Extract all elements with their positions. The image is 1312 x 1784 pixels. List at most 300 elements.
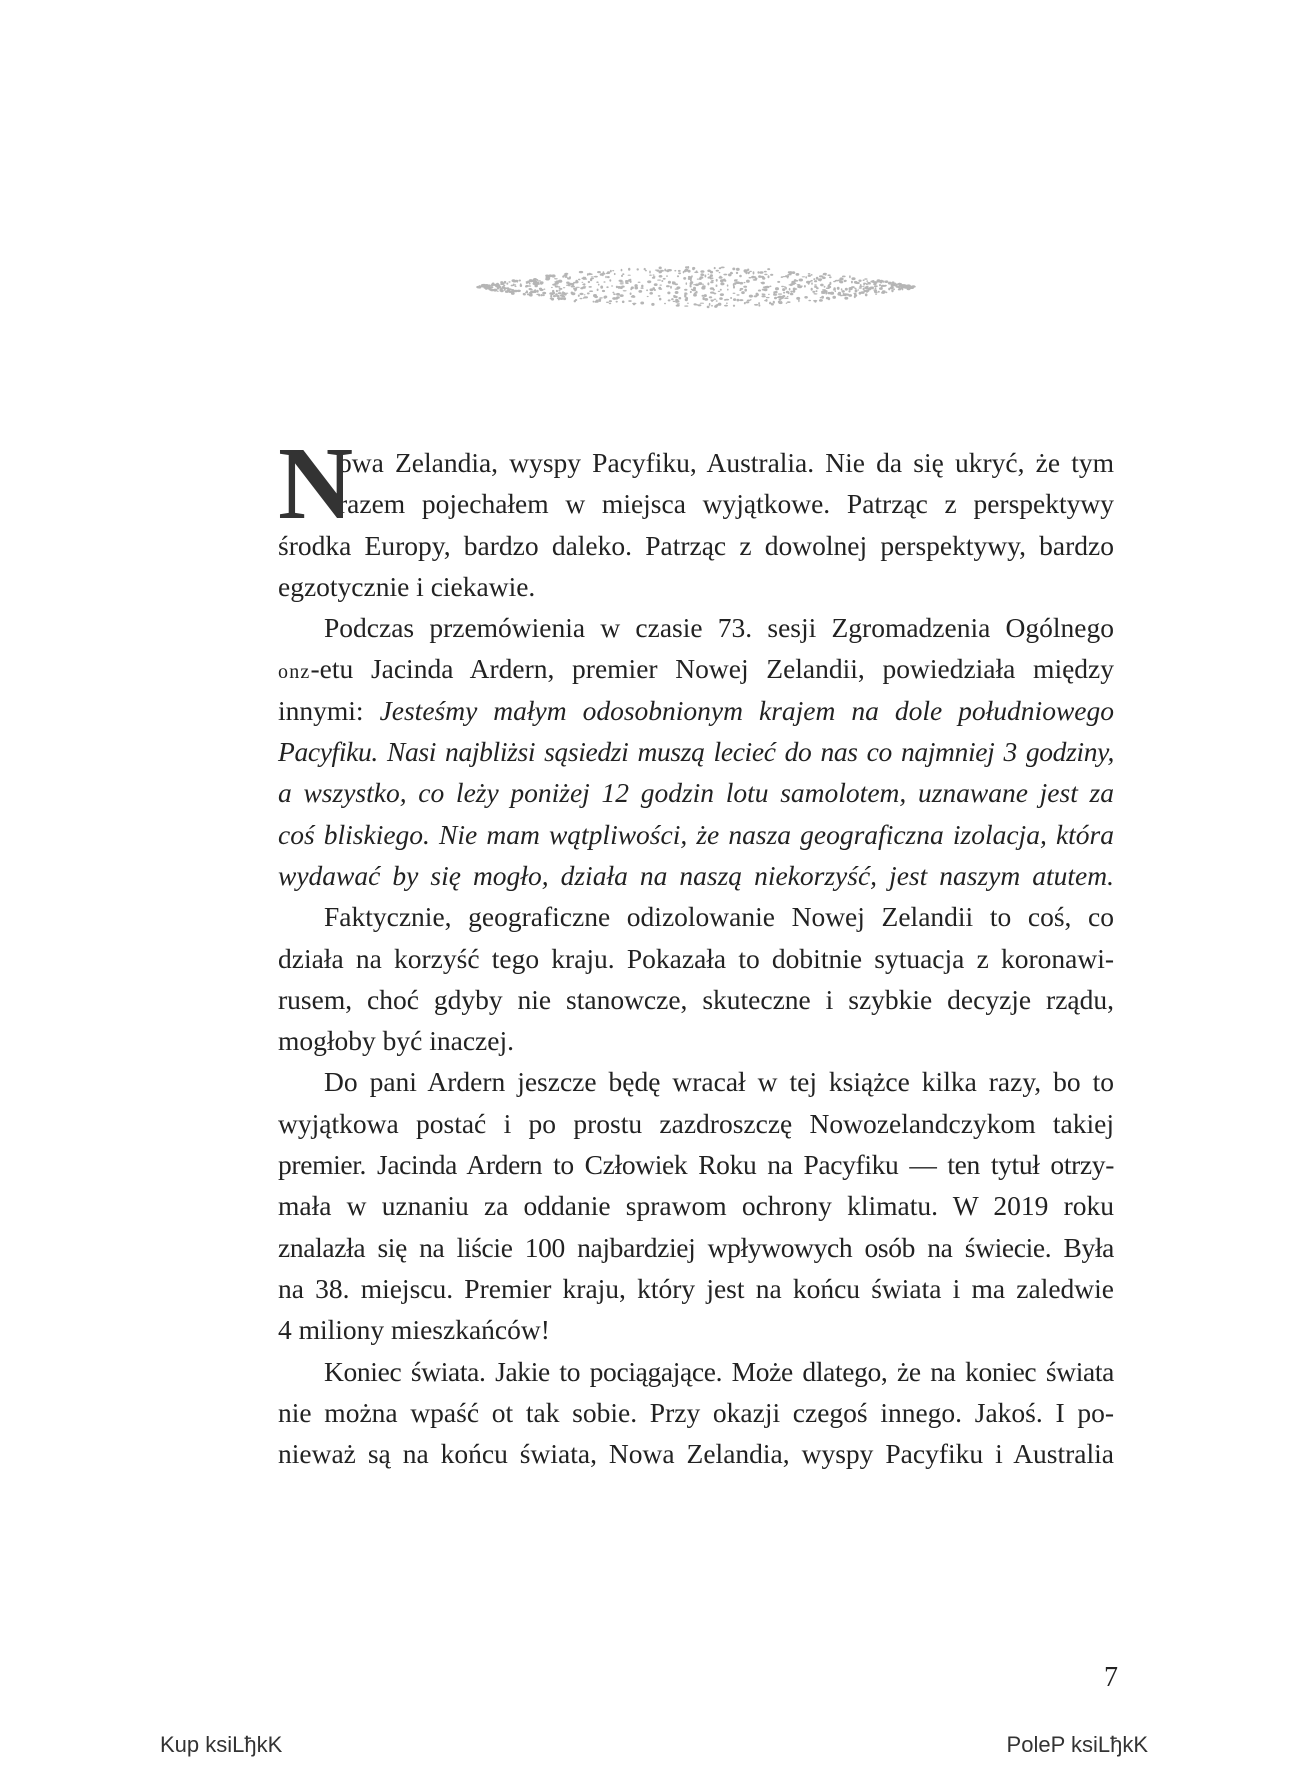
ornament-speck	[491, 283, 494, 286]
ornament-speck	[790, 293, 794, 296]
ornament-speck	[692, 289, 696, 291]
ornament-speck	[678, 272, 681, 274]
ornament-speck	[515, 280, 518, 282]
ornament-speck	[855, 289, 858, 292]
ornament-speck	[656, 270, 659, 272]
ornament-speck	[587, 292, 590, 294]
ornament-speck	[891, 289, 893, 292]
ornament-speck	[714, 299, 717, 300]
ornament-speck	[855, 295, 857, 297]
ornament-speck	[605, 276, 607, 279]
ornament-speck	[622, 273, 624, 275]
ornament-speck	[839, 281, 842, 283]
ornament-speck	[716, 270, 719, 272]
ornament-speck	[591, 276, 594, 277]
ornament-speck	[792, 271, 795, 274]
ornament-speck	[746, 280, 750, 283]
ornament-speck	[764, 274, 767, 276]
paragraph-2	[278, 607, 1114, 896]
ornament-speck	[797, 284, 801, 286]
ornament-speck	[804, 285, 806, 288]
ornament-speck	[674, 270, 676, 272]
ornament-speck	[730, 297, 732, 299]
ornament-speck	[692, 267, 695, 270]
ornament-speck	[674, 283, 678, 285]
ornament-speck	[649, 275, 652, 276]
ornament-speck	[867, 282, 871, 284]
ornament-speck	[863, 279, 865, 281]
ornament-speck	[671, 298, 674, 300]
ornament-speck	[764, 271, 767, 273]
ornament-speck	[819, 299, 823, 302]
ornament-speck	[808, 273, 811, 275]
ornament-speck	[783, 292, 785, 294]
ornament-speck	[693, 284, 696, 285]
ornament-speck	[858, 289, 860, 290]
ornament-speck	[690, 291, 692, 293]
ornament-speck	[487, 286, 489, 288]
text-line	[278, 855, 1114, 896]
ornament-speck	[789, 288, 791, 291]
ornament-speck	[746, 301, 750, 303]
ornament-speck	[606, 273, 610, 274]
ornament-speck	[864, 286, 868, 289]
ornament-speck	[709, 303, 711, 306]
ornament-speck	[882, 292, 885, 294]
ornament-speck	[529, 289, 532, 290]
ornament-speck	[600, 286, 603, 289]
ornament-speck	[774, 297, 777, 300]
ornament-speck	[893, 288, 895, 290]
ornament-speck	[587, 273, 589, 276]
ornament-speck	[497, 291, 499, 292]
ornament-speck	[562, 276, 564, 278]
ornament-speck	[892, 287, 895, 288]
ornament-speck	[571, 283, 574, 286]
ornament-speck	[677, 303, 680, 304]
ornament-speck	[707, 306, 710, 309]
ornament-speck	[638, 282, 641, 283]
ornament-speck	[538, 280, 541, 281]
quote-text: coś bliskiego. Nie mam wątpliwości, że nasza geograficzna izolacja, która	[278, 818, 1114, 850]
ornament-speck	[611, 285, 613, 286]
text-line: znalazła się na liście 100 najbardziej wpływowych osób na świecie. Była	[278, 1231, 1114, 1263]
ornament-speck	[580, 287, 583, 289]
ornament-speck	[721, 267, 725, 269]
ornament-speck	[616, 286, 618, 289]
ornament-speck	[658, 295, 661, 297]
ornament-speck	[704, 298, 708, 301]
ornament-speck	[612, 292, 614, 294]
ornament-speck	[556, 290, 558, 293]
text-line: 4 miliony mieszkańców!	[278, 1314, 550, 1346]
ornament-speck	[609, 279, 611, 281]
ornament-speck	[593, 301, 595, 303]
text-line: wyjątkowa postać i po prostu zazdroszczę Nowozelandczykom takiej	[278, 1107, 1114, 1139]
ornament-speck	[500, 289, 504, 292]
ornament-speck	[805, 276, 807, 278]
ornament-speck	[707, 282, 709, 285]
ornament-speck	[888, 288, 890, 291]
text-line: Podczas przemówienia w czasie 73. sesji Zgromadzenia Ogólnego	[324, 612, 1114, 644]
ornament-speck	[618, 286, 620, 289]
ornament-speck	[849, 275, 851, 278]
ornament-speck	[628, 300, 632, 302]
ornament-speck	[878, 291, 880, 293]
paragraph-4	[278, 1061, 1114, 1350]
ornament-speck	[885, 292, 887, 294]
ornament-speck	[649, 292, 653, 295]
ornament-speck	[653, 274, 655, 275]
ornament-speck	[536, 294, 540, 296]
ornament-speck	[502, 286, 506, 289]
ornament-speck	[737, 282, 739, 284]
ornament-speck	[756, 293, 759, 296]
quote-text: Jesteśmy małym odosobnionym krajem na dole południowego	[379, 694, 1114, 726]
ornament-speck	[770, 274, 773, 276]
text-line: mogłoby być inaczej.	[278, 1025, 514, 1057]
ornament-speck	[764, 286, 766, 288]
ornament-speck	[829, 276, 832, 278]
ornament-speck	[520, 283, 522, 286]
ornament-speck	[808, 275, 811, 277]
ornament-speck	[818, 278, 822, 280]
ornament-speck	[900, 286, 903, 287]
ornament-speck	[840, 295, 843, 296]
ornament-speck	[841, 288, 843, 290]
ornament-speck	[497, 287, 501, 288]
ornament-speck	[544, 289, 546, 290]
ornament-speck	[749, 277, 752, 279]
ornament-speck	[833, 281, 836, 283]
text-span: -etu Jacinda Ardern, premier Nowej Zelandii, powiedziała między	[310, 653, 1114, 685]
ornament-speck	[782, 288, 785, 291]
ornament-speck	[541, 294, 543, 296]
main-text	[278, 426, 1114, 1474]
ornament-speck	[711, 280, 714, 282]
ornament-speck	[875, 294, 877, 295]
ornament-speck	[596, 281, 598, 283]
ornament-speck	[676, 305, 680, 307]
ornament-speck	[804, 296, 808, 299]
ornament-speck	[752, 276, 756, 278]
ornament-speck	[814, 300, 816, 302]
ornament-speck	[700, 270, 704, 273]
ornament-speck	[733, 305, 735, 307]
ornament-speck	[684, 289, 687, 291]
ornament-speck	[730, 272, 733, 274]
ornament-speck	[716, 300, 718, 302]
ornament-speck	[637, 268, 639, 270]
ornament-speck	[796, 297, 800, 300]
ornament-speck	[708, 274, 710, 275]
ornament-speck	[766, 286, 769, 288]
ornament-speck	[684, 294, 687, 295]
ornament-speck	[811, 282, 813, 285]
ornament-speck	[842, 276, 846, 278]
ornament-speck	[542, 292, 546, 295]
ornament-speck	[575, 281, 579, 283]
buy-book-link[interactable]: Kup ksiLђkK	[160, 1732, 283, 1757]
ornament-speck	[761, 295, 765, 297]
ornament-speck	[584, 294, 586, 295]
ornament-speck	[652, 277, 655, 279]
ornament-speck	[762, 277, 765, 279]
ornament-speck	[753, 279, 757, 281]
ornament-speck	[787, 274, 791, 275]
ornament-speck	[827, 292, 831, 294]
ornament-speck	[723, 279, 726, 282]
ornament-speck	[621, 269, 623, 272]
ornament-speck	[660, 270, 664, 272]
ornament-speck	[684, 270, 686, 273]
ornament-speck	[707, 270, 711, 273]
ornament-speck	[723, 274, 727, 276]
ornament-speck	[506, 287, 509, 289]
ornament-speck	[607, 276, 610, 278]
ornament-speck	[554, 278, 558, 279]
ornament-speck	[758, 290, 761, 292]
ornament-speck	[576, 287, 580, 288]
ornament-speck	[678, 297, 681, 299]
ornament-speck	[588, 273, 591, 275]
ornament-speck	[563, 287, 565, 288]
ornament-speck	[566, 285, 568, 286]
ornament-speck	[519, 280, 521, 282]
ornament-speck	[843, 293, 845, 296]
ornament-speck	[849, 287, 853, 290]
ornament-speck	[813, 278, 815, 280]
ornament-speck	[711, 305, 713, 307]
ornament-speck	[790, 284, 792, 287]
ornament-speck	[641, 287, 644, 289]
ornament-speck	[555, 294, 558, 295]
ornament-speck	[529, 279, 533, 282]
text-line	[278, 690, 1114, 731]
ornament-speck	[620, 286, 623, 289]
ornament-speck	[814, 286, 817, 288]
ornament-speck	[799, 286, 802, 288]
ornament-speck	[559, 288, 563, 290]
recommend-book-link[interactable]: PoleP ksiLђkK	[1006, 1732, 1148, 1757]
ornament-speck	[870, 281, 873, 283]
ornament-speck	[823, 274, 825, 276]
ornament-speck	[683, 277, 686, 280]
ornament-speck	[825, 274, 827, 276]
ornament-speck	[858, 280, 861, 282]
ornament-speck	[666, 269, 669, 272]
ornament-speck	[862, 286, 864, 287]
ornament-speck	[646, 289, 648, 291]
ornament-speck	[532, 291, 534, 292]
decorative-ornament	[476, 262, 916, 312]
text-line: nie można wpaść ot tak sobie. Przy okazji czegoś innego. Jakoś. I po-	[278, 1396, 1114, 1428]
ornament-speck	[758, 275, 761, 278]
ornament-speck	[614, 273, 616, 275]
ornament-speck	[511, 285, 514, 287]
text-line: mała w uznaniu za oddanie sprawom ochrony klimatu. W 2019 roku	[278, 1190, 1114, 1222]
text-line: premier. Jacinda Ardern to Człowiek Roku na Pacyfiku — ten tytuł otrzy-	[278, 1149, 1114, 1181]
ornament-speck	[739, 275, 742, 278]
ornament-speck	[778, 293, 782, 294]
ornament-speck	[760, 282, 764, 283]
ornament-speck	[599, 299, 601, 302]
ornament-speck	[828, 286, 831, 288]
ornament-speck	[589, 290, 593, 292]
text-line	[278, 772, 1114, 813]
ornament-speck	[688, 276, 692, 278]
ornament-speck	[517, 290, 521, 292]
ornament-speck	[597, 289, 599, 292]
ornament-speck	[622, 301, 625, 304]
ornament-speck	[777, 281, 780, 283]
ornament-speck	[700, 274, 704, 276]
ornament-speck	[699, 278, 702, 280]
ornament-speck	[668, 281, 671, 284]
ornament-speck	[764, 300, 766, 301]
ornament-speck	[678, 270, 681, 272]
ornament-speck	[711, 300, 713, 302]
ornament-speck	[814, 284, 817, 286]
ornament-speck	[514, 286, 516, 287]
ornament-speck	[710, 292, 714, 294]
ornament-speck	[512, 279, 516, 282]
ornament-speck	[844, 280, 846, 282]
ornament-speck	[620, 281, 624, 282]
ornament-speck	[701, 284, 704, 285]
ornament-speck	[851, 282, 853, 284]
ornament-speck	[546, 279, 550, 281]
ornament-speck	[659, 285, 662, 286]
text-line: razem pojechałem w miejsca wyjątkowe. Patrząc z perspektywy	[338, 488, 1114, 520]
ornament-speck	[546, 276, 550, 278]
ornament-speck	[653, 276, 656, 277]
ornament-speck	[555, 285, 559, 287]
ornament-speck	[560, 294, 564, 297]
ornament-speck	[759, 271, 763, 274]
text-span: innymi:	[278, 694, 380, 726]
ornament-speck	[493, 289, 497, 292]
ornament-speck	[702, 297, 704, 300]
ornament-speck	[578, 295, 580, 297]
ornament-speck	[835, 291, 837, 293]
ornament-speck	[787, 301, 791, 303]
ornament-speck	[659, 267, 662, 270]
ornament-speck	[837, 287, 840, 290]
ornament-speck	[727, 284, 729, 286]
ornament-speck	[686, 282, 688, 285]
text-line: Koniec świata. Jakie to pociągające. Może dlatego, że na koniec świata	[324, 1355, 1114, 1387]
ornament-speck	[620, 283, 624, 284]
ornament-speck	[626, 282, 629, 284]
ornament-speck	[848, 290, 850, 292]
ornament-speck	[634, 284, 637, 287]
ornament-speck	[673, 301, 676, 302]
ornament-speck	[842, 290, 845, 293]
ornament-speck	[694, 293, 696, 295]
ornament-speck	[599, 297, 603, 298]
ornament-speck	[845, 288, 848, 291]
ornament-speck	[597, 271, 601, 273]
ornament-speck	[865, 293, 868, 296]
ornament-speck	[762, 289, 766, 291]
ornament-speck	[571, 292, 575, 295]
ornament-speck	[534, 289, 536, 291]
ornament-speck	[778, 302, 782, 305]
ornament-speck	[509, 292, 511, 293]
ornament-speck	[508, 281, 510, 282]
ornament-speck	[859, 286, 862, 287]
ornament-speck	[757, 271, 759, 274]
ornament-speck	[604, 296, 607, 299]
ornament-speck	[664, 303, 666, 305]
ornament-speck	[767, 268, 770, 270]
ornament-speck	[709, 296, 712, 298]
ornament-speck	[733, 298, 736, 301]
ornament-speck	[616, 298, 618, 300]
ornament-speck	[786, 303, 788, 304]
ornament-speck	[658, 287, 661, 289]
ornament-speck	[744, 269, 748, 272]
ornament-speck	[773, 301, 775, 304]
ornament-speck	[736, 294, 739, 295]
text-line	[278, 648, 1114, 689]
ornament-speck	[733, 293, 736, 294]
text-line: nieważ są na końcu świata, Nowa Zelandia, wyspy Pacyfiku i Australia	[278, 1438, 1114, 1470]
ornament-speck	[748, 273, 750, 275]
ornament-speck	[719, 297, 723, 300]
ornament-speck	[477, 286, 480, 288]
ornament-speck	[654, 283, 658, 286]
ornament-speck	[664, 269, 666, 272]
ornament-speck	[719, 276, 721, 277]
ornament-speck	[769, 302, 771, 305]
ornament-speck	[654, 289, 656, 291]
ornament-speck	[647, 280, 651, 283]
ornament-speck	[885, 280, 888, 283]
text-line: Do pani Ardern jeszcze będę wracał w tej książce kilka razy, bo to	[324, 1066, 1114, 1098]
ornament-speck	[819, 275, 823, 277]
ornament-speck	[696, 270, 698, 272]
ornament-speck	[844, 297, 848, 300]
ornament-speck	[720, 282, 724, 285]
ornament-speck	[582, 284, 585, 285]
ornament-speck	[694, 303, 697, 305]
ornament-speck	[647, 296, 649, 297]
ornament-speck	[725, 299, 729, 301]
ornament-speck	[744, 289, 747, 292]
ornament-speck	[778, 296, 782, 299]
ornament-speck	[631, 296, 633, 298]
ornament-speck	[594, 296, 598, 298]
ornament-speck	[580, 293, 584, 295]
ornament-speck	[539, 289, 543, 291]
ornament-speck	[569, 276, 571, 278]
ornament-speck	[710, 277, 713, 279]
ornament-speck	[796, 273, 800, 276]
ornament-speck	[702, 285, 706, 287]
ornament-speck	[813, 293, 815, 294]
ornament-speck	[590, 278, 592, 281]
ornament-speck	[623, 290, 627, 291]
ornament-speck	[651, 303, 654, 306]
ornament-speck	[879, 284, 881, 286]
ornament-speck	[784, 286, 786, 288]
quote-text: wydawać by się mogło, działa na naszą niekorzyść, jest naszym atutem.	[278, 859, 1114, 891]
ornament-speck	[877, 279, 881, 282]
ornament-speck	[616, 301, 618, 303]
ornament-speck	[806, 281, 810, 284]
